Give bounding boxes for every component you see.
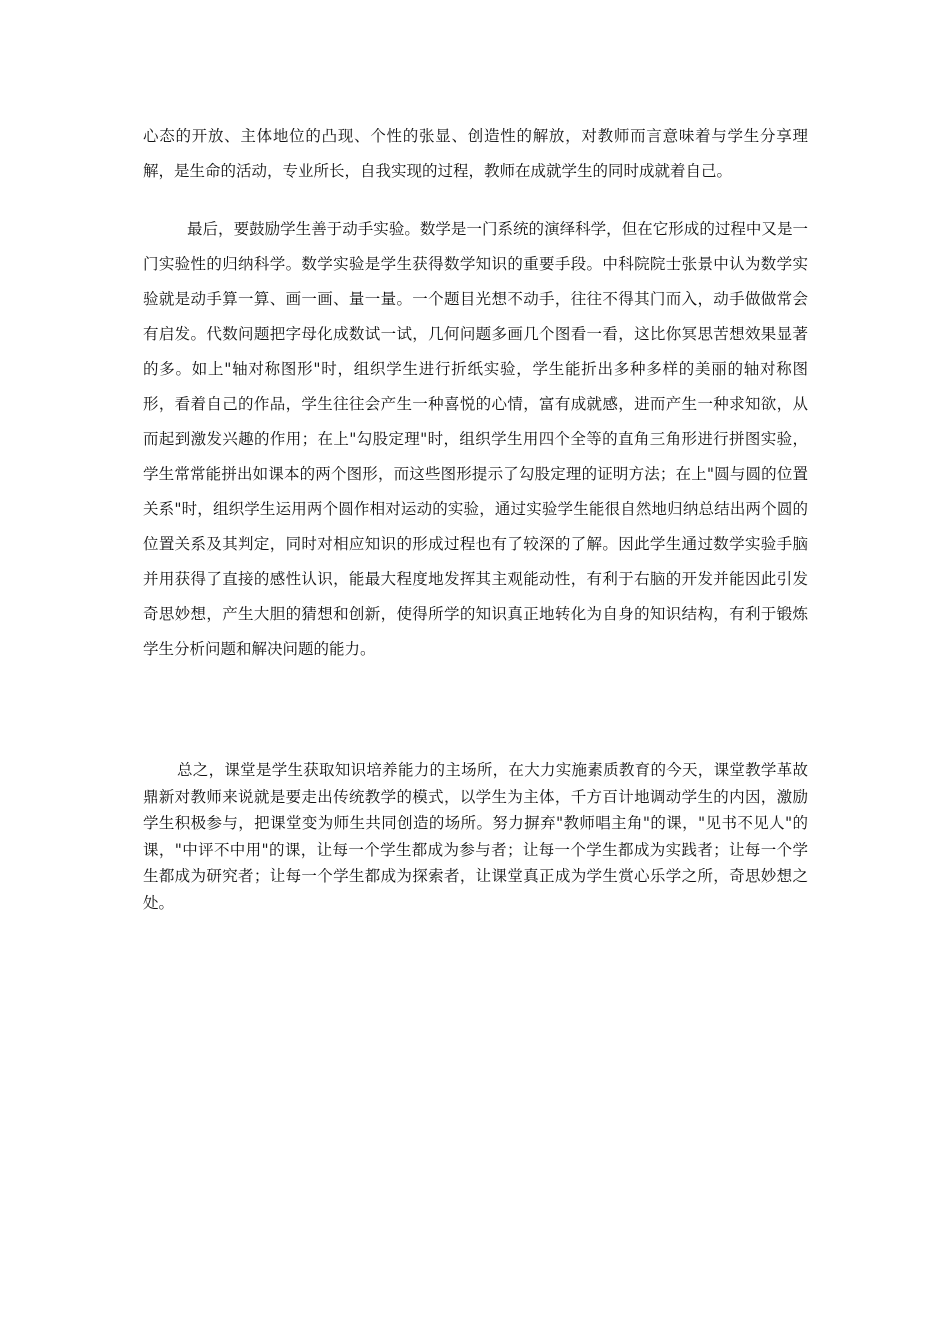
paragraph-conclusion: 总之，课堂是学生获取知识培养能力的主场所，在大力实施素质教育的今天，课堂教学革故鼎新对教师来说就是要走出传统教学的模式，以学生为主体，千方百计地调动学生的内因，激励学生积极参与，把课堂变为师生共同创造的场所。努力摒弃"教师唱主角"的课，"见书不见人"的课，"中评不中用"的课，让每一个学生都成为参与者；让每一个学生都成为实践者；让每一个学生都成为研究者；让每一个学生都成为探索者，让课堂真正成为学生赏心乐学之所，奇思妙想之处。 <box>143 761 808 912</box>
paragraph-math-experiments: 最后，要鼓励学生善于动手实验。数学是一门系统的演绎科学，但在它形成的过程中又是一门实验性的归纳科学。数学实验是学生获得数学知识的重要手段。中科院院士张景中认为数学实验就是动手算一算、画一画、量一量。一个题目光想不动手，往往不得其门而入，动手做做常会有启发。代数问题把字母化成数试一试，几何问题多画几个图看一看，这比你冥思苦想效果显著的多。如上"轴对称图形"时，组织学生进行折纸实验，学生能折出多种多样的美丽的轴对称图形，看着自己的作品，学生往往会产生一种喜悦的心情，富有成就感，进而产生一种求知欲，从而起到激发兴趣的作用；在上"勾股定理"时，组织学生用四个全等的直角三角形进行拼图实验，学生常常能拼出如课本的两个图形，而这些图形提示了勾股定理的证明方法；在上"圆与圆的位置关系"时，组织学生运用两个圆作相对运动的实验，通过实验学生能很自然地归纳总结出两个圆的位置关系及其判定，同时对相应知识的形成过程也有了较深的了解。因此学生通过数学实验手脑并用获得了直接的感性认识，能最大程度地发挥其主观能动性，有利于右脑的开发并能因此引发奇思妙想，产生大胆的猜想和创新，使得所学的知识真正地转化为自身的知识结构，有利于锻炼学生分析问题和解决问题的能力。 <box>143 220 808 658</box>
paragraph-teacher-growth: 心态的开放、主体地位的凸现、个性的张显、创造性的解放，对教师而言意味着与学生分享理解，是生命的活动，专业所长，自我实现的过程，教师在成就学生的同时成就着自己。 <box>143 127 808 180</box>
